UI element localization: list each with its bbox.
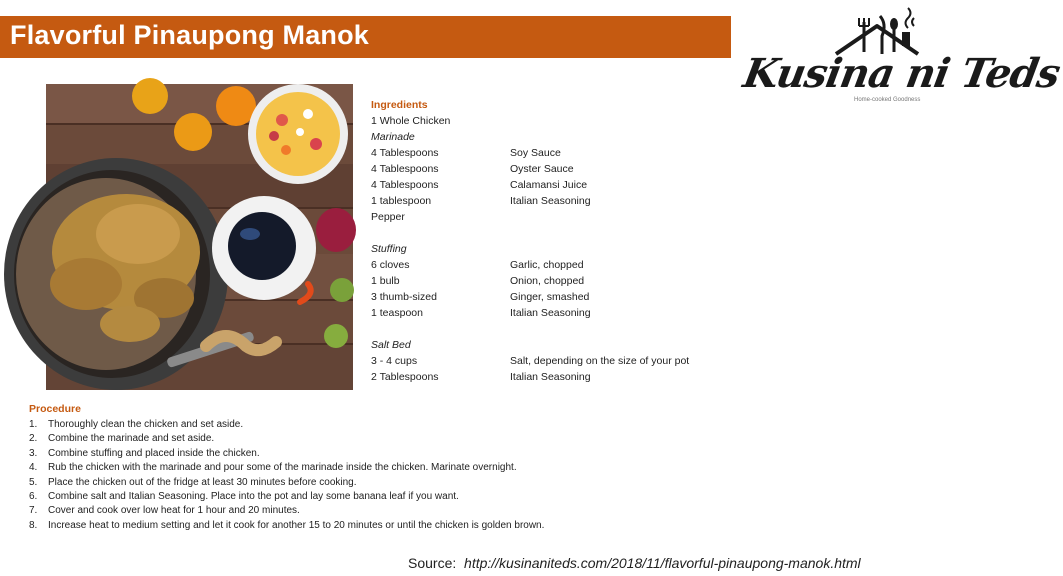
ingredients-heading: Ingredients (371, 99, 428, 111)
source-label: Source: (408, 555, 457, 571)
step-number: 5. (29, 476, 38, 488)
step-text: Cover and cook over low heat for 1 hour and 20 minutes. (48, 505, 300, 517)
ingredient-row (371, 193, 591, 209)
ingredients-section (371, 97, 690, 385)
spacer (371, 321, 450, 337)
step-text: Thoroughly clean the chicken and set aside. (48, 419, 244, 430)
source-line (408, 555, 861, 571)
ingredient-row (371, 177, 588, 193)
ingredient-name: Soy Sauce (510, 147, 561, 159)
marinade-label: Marinade (371, 131, 415, 143)
step-text: Combine the marinade and set aside. (48, 433, 215, 445)
ingredient-name: Italian Seasoning (510, 195, 591, 207)
logo-wordmark: Kusina ni Teds (739, 50, 1063, 97)
ingredient-name: Italian Seasoning (510, 307, 591, 319)
step-number: 8. (29, 519, 38, 531)
salt-bed-label: Salt Bed (371, 339, 411, 351)
ingredient-row (371, 353, 690, 369)
marinade-extra: Pepper (371, 211, 405, 223)
ingredient-row (371, 369, 591, 385)
ingredient-row (371, 273, 585, 289)
step-text: Rub the chicken with the marinade and pour some of the marinade inside the chicken. Marinate overnight. (48, 462, 517, 474)
ingredient-row (371, 289, 590, 305)
logo (739, 8, 1063, 108)
step-text: Combine stuffing and placed inside the chicken. (48, 447, 260, 459)
ingredient-qty: 4 Tablespoons (371, 163, 439, 175)
ingredient-row (371, 305, 591, 321)
ingredient-row (371, 161, 574, 177)
step-text: Increase heat to medium setting and let it cook for another 15 to 20 minutes or until the chicken is golden brown. (48, 519, 545, 531)
ingredient-row (371, 257, 584, 273)
procedure-heading: Procedure (29, 403, 81, 415)
ingredient-row (371, 145, 561, 161)
ingredient-qty: 1 tablespoon (371, 195, 432, 207)
ingredient-name: Salt, depending on the size of your pot (510, 355, 690, 367)
page-title: Flavorful Pinaupong Manok (10, 20, 370, 50)
ingredient-name: Ginger, smashed (510, 291, 590, 303)
spacer (371, 225, 450, 241)
source-url[interactable]: http://kusinaniteds.com/2018/11/flavorful-pinaupong-manok.html (464, 555, 861, 571)
step-number: 4. (29, 462, 38, 474)
ingredient-name: Oyster Sauce (510, 163, 574, 175)
step-number: 1. (29, 419, 38, 430)
main-ingredient: 1 Whole Chicken (371, 115, 451, 127)
step-text: Combine salt and Italian Seasoning. Place into the pot and lay some banana leaf if you want. (48, 490, 459, 502)
ingredient-name: Onion, chopped (510, 275, 585, 287)
recipe-photo (46, 84, 353, 390)
step-number: 6. (29, 490, 38, 502)
ingredient-qty: 4 Tablespoons (371, 179, 439, 191)
step-text: Place the chicken out of the fridge at least 30 minutes before cooking. (48, 476, 357, 488)
stuffing-label: Stuffing (371, 243, 407, 255)
step-number: 3. (29, 447, 38, 459)
ingredient-qty: 2 Tablespoons (371, 371, 439, 383)
ingredient-qty: 4 Tablespoons (371, 147, 439, 159)
ingredient-name: Garlic, chopped (510, 259, 584, 271)
logo-tagline: Home-cooked Goodness (854, 97, 921, 103)
ingredient-qty: 3 - 4 cups (371, 355, 418, 367)
ingredient-qty: 3 thumb-sized (371, 291, 437, 303)
ingredient-name: Italian Seasoning (510, 371, 591, 383)
step-number: 2. (29, 433, 38, 445)
ingredient-name: Calamansi Juice (510, 179, 588, 191)
ingredient-qty: 1 teaspoon (371, 307, 423, 319)
title-bar (0, 16, 731, 58)
step-number: 7. (29, 505, 38, 517)
ingredient-qty: 6 cloves (371, 259, 410, 271)
ingredient-qty: 1 bulb (371, 275, 400, 287)
